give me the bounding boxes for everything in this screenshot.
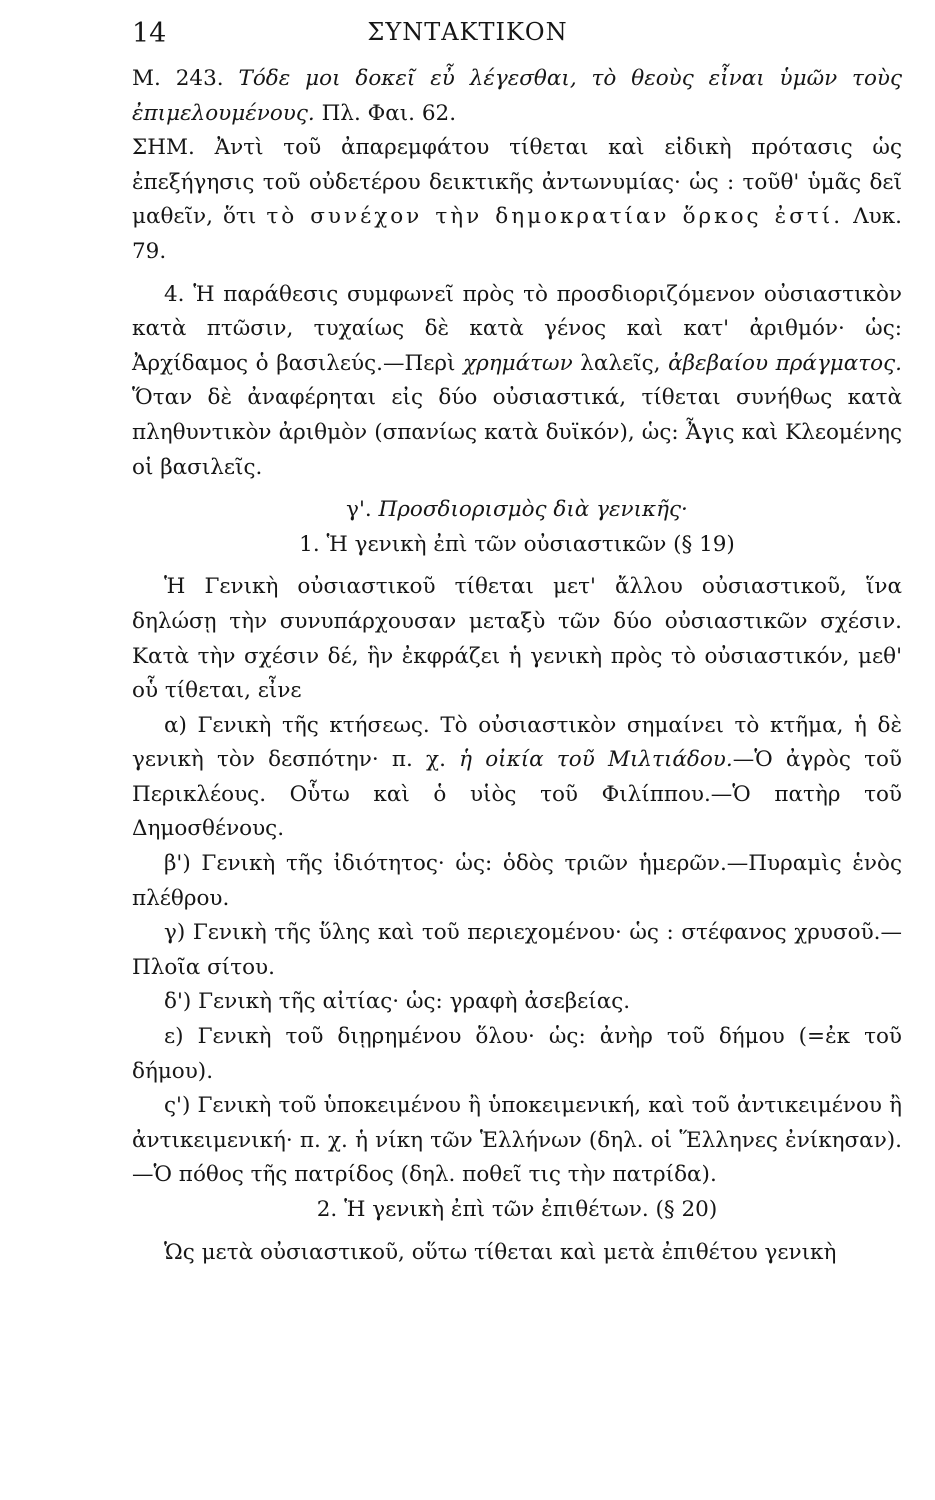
note-spaced-quote: τὸ συνέχον τὴν δημοκρατίαν ὅρκος ἐστί. <box>266 204 844 230</box>
list-item <box>132 847 902 916</box>
note-ref: Λυκ. 79. <box>132 204 902 264</box>
item-text: Γενικὴ τοῦ διῃρημένου ὅλου· ὡς: ἀνὴρ τοῦ δήμου (=ἐκ τοῦ δήμου). <box>132 1024 902 1084</box>
item-text: Γενικὴ τῆς ὕλης καὶ τοῦ περιεχομένου· ὡς : στέφανος χρυσοῦ.—Πλοῖα σίτου. <box>132 920 902 980</box>
item-italic: ἡ οἰκία τοῦ Μιλτιάδου. <box>459 747 733 773</box>
list-item <box>132 985 902 1020</box>
paragraph-text-2: λαλεῖς, <box>580 350 661 376</box>
page-number: 14 <box>132 18 167 49</box>
item-label: γ) <box>164 920 186 946</box>
item-text: Γενικὴ τοῦ ὑποκειμένου ἢ ὑποκειμενική, καὶ τοῦ ἀντικειμένου ἢ ἀντικειμενική· π. χ. ἡ νίκη τῶν Ἑλλήνων (δηλ. οἱ Ἕλληνες ἐνίκησαν).—Ὁ πόθος τῆς πατρίδος (δηλ. ποθεῖ τις τὴν πατρίδα). <box>132 1093 903 1188</box>
running-title: ΣΥΝΤΑΚΤΙΚΟΝ <box>367 18 568 46</box>
item-label: ς') <box>164 1093 191 1119</box>
paragraph-text-3: Ὅταν δὲ ἀναφέρηται εἰς δύο οὐσιαστικά, τίθεται συνήθως κατὰ πληθυντικὸν ἀριθμὸν (σπανίως κατὰ δυϊκόν), ὡς: Ἆγις καὶ Κλεομένης οἱ βασιλεῖς. <box>132 385 902 480</box>
section-number: γ'. <box>346 497 372 523</box>
item-text: Γενικὴ τῆς κτήσεως. Τὸ οὐσιαστικὸν σημαίνει τὸ κτῆμα, ἡ δὲ γενικὴ τὸν δεσπότην· π. χ. <box>132 712 902 773</box>
page-header <box>0 12 935 52</box>
example-m243 <box>132 62 902 131</box>
intro-paragraph: Ἡ Γενικὴ οὐσιαστικοῦ τίθεται μετ' ἄλλου οὐσιαστικοῦ, ἵνα δηλώσῃ τὴν συνυπάρχουσαν μεταξὺ τῶν δύο οὐσιαστικῶν σχέσιν. Κατὰ τὴν σχέσιν δέ, ἣν ἐκφράζει ἡ γενικὴ πρὸς τὸ οὐσιαστικόν, μεθ' οὗ τίθεται, εἶνε <box>132 574 902 704</box>
list-item <box>132 709 902 847</box>
item-text-2: —Ὁ ἀγρὸς τοῦ Περικλέους. Οὗτω καὶ ὁ υἱὸς τοῦ Φιλίππου.—Ὁ πατὴρ τοῦ Δημοσθένους. <box>132 747 902 842</box>
page-body <box>132 62 902 1270</box>
example-label: Μ. 243. <box>132 66 224 91</box>
list-item <box>132 916 902 985</box>
subsection-heading-1: 1. Ἡ γενικὴ ἐπὶ τῶν οὐσιαστικῶν (§ 19) <box>299 531 735 557</box>
paragraph-italic: χρημάτων <box>463 350 573 376</box>
example-quote: Τόδε μοι δοκεῖ εὖ λέγεσθαι, τὸ θεοὺς εἶναι ὑμῶν τοὺς ἐπιμελουμένους. <box>132 66 903 126</box>
subsection-heading-2: 2. Ἡ γενικὴ ἐπὶ τῶν ἐπιθέτων. (§ 20) <box>316 1197 718 1222</box>
item-label: ε) <box>164 1024 184 1050</box>
last-line: Ὡς μετὰ οὐσιαστικοῦ, οὕτω τίθεται καὶ μετὰ ἐπιθέτου γενικὴ <box>164 1239 837 1265</box>
item-label: α) <box>164 712 187 738</box>
item-text: Γενικὴ τῆς ἰδιότητος· ὡς: ὁδὸς τριῶν ἡμερῶν.—Πυραμὶς ἑνὸς πλέθρου. <box>132 851 902 911</box>
list-item <box>132 1020 902 1089</box>
section-heading <box>132 493 902 528</box>
paragraph-text: Ἡ παράθεσις συμφωνεῖ πρὸς τὸ προσδιοριζόμενον οὐσιαστικὸν κατὰ πτῶσιν, τυχαίως δὲ κατὰ γένος καὶ κατ' ἀριθμόν· ὡς: Ἀρχίδαμος ὁ βασιλεύς.—Περὶ <box>132 281 902 376</box>
item-label: δ') <box>164 989 192 1015</box>
example-ref: Πλ. Φαι. 62. <box>321 100 457 126</box>
note-text: Ἀντὶ τοῦ ἀπαρεμφάτου τίθεται καὶ εἰδικὴ πρότασις ὡς ἐπεξήγησις τοῦ οὐδετέρου δεικτικῆς ἀντωνυμίας· ὡς : τοῦθ' ὑμᾶς δεῖ μαθεῖν, ὅτι <box>132 135 902 230</box>
item-text: Γενικὴ τῆς αἰτίας· ὡς: γραφὴ ἀσεβείας. <box>198 989 631 1015</box>
paragraph-4 <box>132 278 902 486</box>
paragraph-italic-2: ἀβεβαίου πράγματος. <box>668 350 903 376</box>
paragraph-number: 4. <box>164 281 185 307</box>
list-item <box>132 1089 902 1193</box>
item-label: β') <box>164 851 191 877</box>
note-paragraph <box>132 131 902 269</box>
note-label: ΣΗΜ. <box>132 135 195 161</box>
section-title: Προσδιορισμὸς διὰ γενικῆς· <box>378 497 688 523</box>
